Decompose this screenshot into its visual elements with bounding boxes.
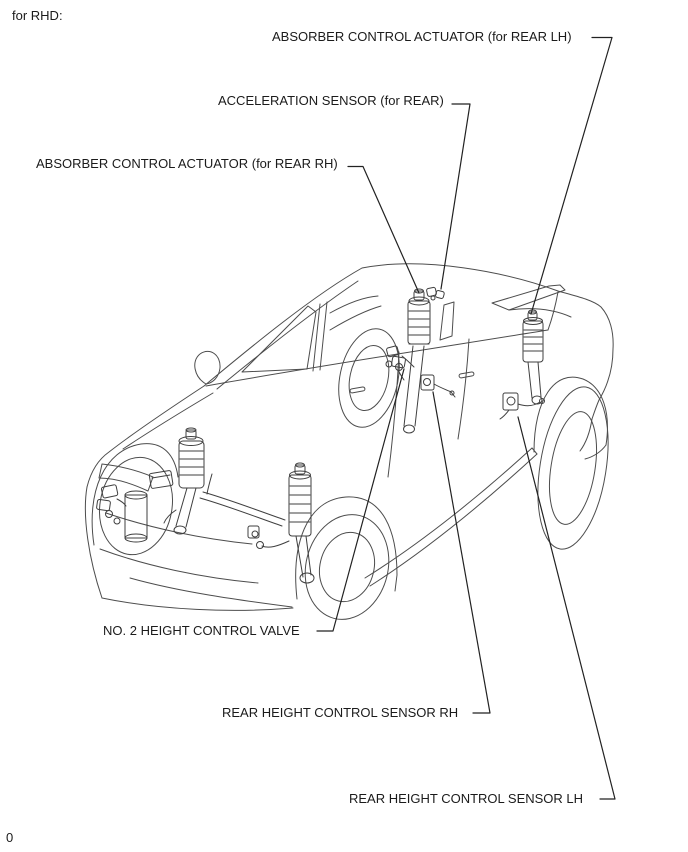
acceleration-sensor-drawing — [426, 287, 444, 300]
callout-no2-height-control-valve: NO. 2 HEIGHT CONTROL VALVE — [103, 623, 300, 638]
b-pillar-rear — [320, 302, 327, 370]
quarter-window — [440, 302, 454, 340]
beltline — [206, 330, 548, 386]
page-number: 0 — [6, 830, 14, 845]
leader-acceleration-sensor — [441, 104, 470, 289]
callout-absorber-control-actuator-rear-rh: ABSORBER CONTROL ACTUATOR (for REAR RH) — [36, 156, 338, 171]
windshield-inner — [217, 281, 358, 389]
front-right-rim — [312, 527, 381, 608]
leader-lines — [317, 38, 615, 800]
rear-bumper-lower — [580, 419, 592, 451]
variant-label: for RHD: — [12, 8, 63, 23]
far-drip-rail-1 — [330, 296, 378, 313]
leader-rear-height-sensor-rh — [433, 392, 490, 713]
leader-absorber-actuator-rear-rh — [348, 167, 419, 294]
callout-acceleration-sensor-rear: ACCELERATION SENSOR (for REAR) — [218, 93, 444, 108]
headlight — [99, 464, 153, 491]
rear-left-tire — [330, 323, 408, 433]
wheels — [92, 323, 618, 628]
b-pillar-front — [313, 304, 320, 371]
rear-left-actuator-drawing — [523, 310, 543, 404]
rocker-line-1 — [370, 454, 537, 586]
bumper-crease — [130, 578, 292, 607]
rear-height-sensor-rh-drawing — [421, 375, 455, 397]
callout-rear-height-control-sensor-lh: REAR HEIGHT CONTROL SENSOR LH — [349, 791, 584, 806]
rear-lower-panel — [585, 445, 606, 459]
side-mirror — [195, 351, 220, 384]
front-door-seam — [388, 352, 399, 477]
leader-no2-height-control-valve — [317, 369, 404, 631]
rocker-line-2 — [365, 448, 532, 578]
front-right-actuator-drawing — [248, 463, 314, 583]
trunk-shutline — [509, 309, 571, 317]
far-drip-rail-2 — [330, 306, 381, 330]
rear-right-rim — [542, 408, 603, 527]
front-bumper-bottom — [102, 598, 293, 610]
leader-absorber-actuator-rear-lh — [531, 38, 612, 315]
leader-rear-height-sensor-lh — [518, 417, 615, 799]
callout-rear-height-control-sensor-rh: REAR HEIGHT CONTROL SENSOR RH — [222, 705, 459, 720]
front-door-handle — [350, 387, 365, 394]
stabilizer-bar-drawing — [200, 474, 285, 526]
callout-absorber-control-actuator-rear-lh: ABSORBER CONTROL ACTUATOR (for REAR LH) — [272, 29, 572, 44]
grille-crease-1 — [106, 513, 252, 544]
compressor-drawing — [149, 470, 173, 488]
rear-door-seam — [458, 339, 469, 439]
roof-outline — [204, 264, 613, 419]
grille-crease-2 — [100, 549, 258, 583]
rear-glass — [492, 285, 565, 310]
car-body — [85, 264, 613, 610]
